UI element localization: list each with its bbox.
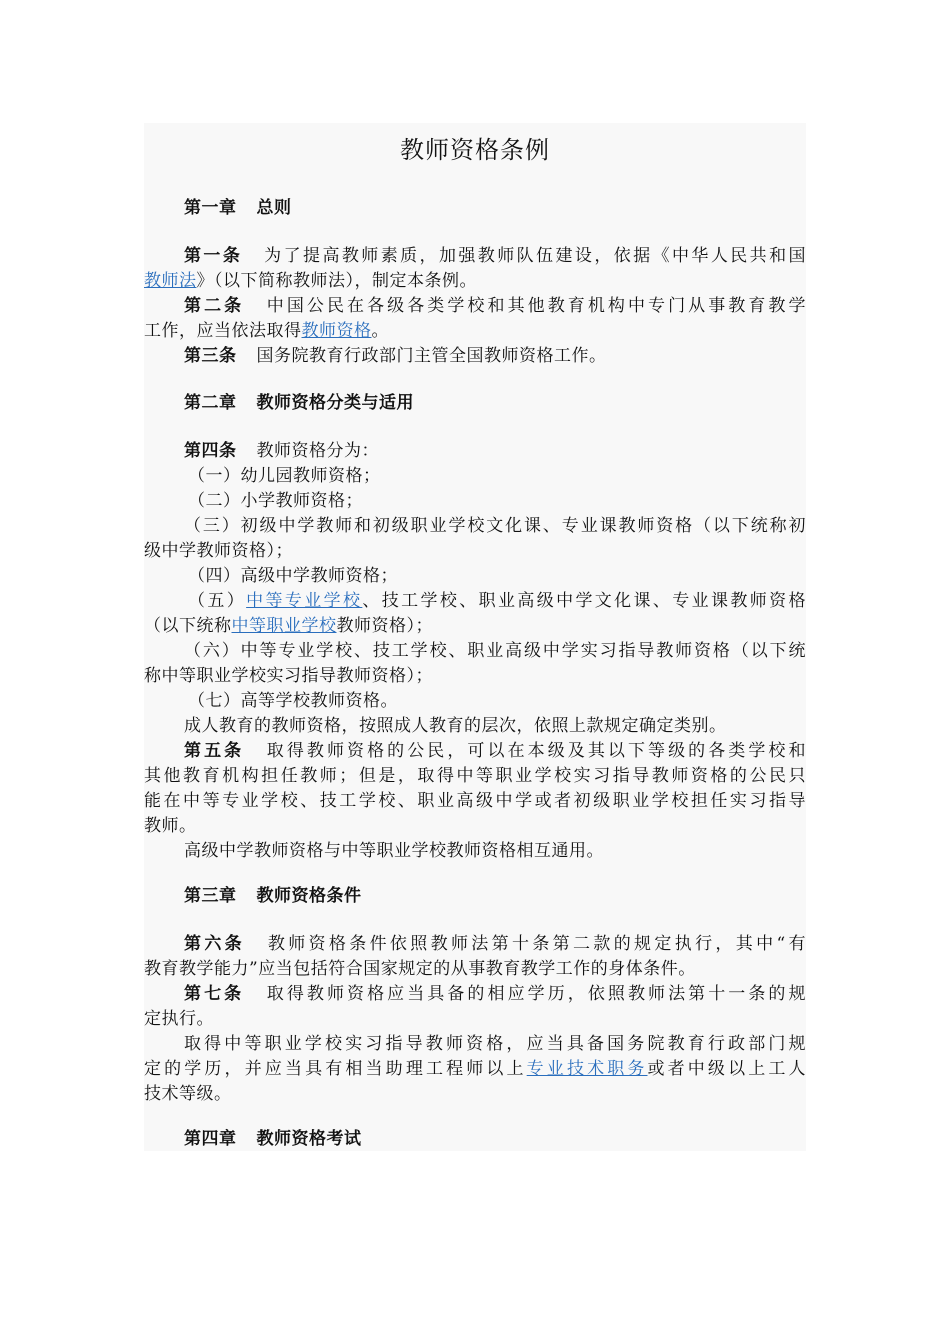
article-4-item-3-line-2: 级中学教师资格）；: [144, 541, 293, 561]
article-text: 。: [371, 321, 389, 341]
article-4-paragraph-2: 成人教育的教师资格，按照成人教育的层次，依照上款规定确定类别。: [184, 716, 727, 736]
article-5-line-2: 其他教育机构担任教师；但是，取得中等职业学校实习指导教师资格的公民只: [144, 766, 806, 786]
article-text: 教师资格）；: [336, 616, 433, 636]
chapter-name: 总则: [256, 198, 292, 218]
link-secondary-vocational-school[interactable]: 中等职业学校: [231, 616, 337, 636]
article-2-line-1: [144, 294, 806, 318]
article-4-line-1: [144, 439, 806, 463]
chapter-name: 教师资格考试: [256, 1129, 362, 1149]
chapter-4-heading: [144, 1127, 806, 1151]
article-7-line-1: [144, 982, 806, 1006]
article-7-paragraph-2-line-2: [144, 1057, 806, 1081]
article-4-item-1: （一）幼儿园教师资格；: [188, 466, 381, 486]
article-label: 第三条: [184, 346, 237, 366]
article-1-line-2: [144, 269, 806, 293]
chapter-1-heading: [144, 196, 806, 220]
article-text: 为了提高教师素质，加强教师队伍建设，依据《中华人民共和国: [262, 246, 806, 266]
link-professional-technical-post[interactable]: 专业技术职务: [526, 1059, 648, 1079]
link-secondary-specialized-school[interactable]: 中等专业学校: [246, 591, 363, 611]
article-2-line-2: [144, 319, 806, 343]
article-text: 教师资格条件依照教师法第十条第二款的规定执行，其中“有: [265, 934, 806, 954]
article-text: （以下统称: [144, 616, 232, 636]
article-3-line-1: [144, 344, 806, 368]
article-text: 国务院教育行政部门主管全国教师资格工作。: [256, 346, 607, 366]
article-4-item-5-line-1: [144, 589, 806, 613]
article-label: 第四条: [184, 441, 237, 461]
article-7-paragraph-2-line-1: 取得中等职业学校实习指导教师资格，应当具备国务院教育行政部门规: [184, 1034, 806, 1054]
article-text: 教师资格分为：: [256, 441, 379, 461]
chapter-number: 第四章: [184, 1129, 237, 1149]
article-4-item-7: （七）高等学校教师资格。: [188, 691, 398, 711]
chapter-3-heading: [144, 884, 806, 908]
article-5-line-4: 教师。: [144, 816, 197, 836]
article-5-line-3: 能在中等专业学校、技工学校、职业高级中学或者初级职业学校担任实习指导: [144, 791, 806, 811]
article-text: 工作，应当依法取得: [144, 321, 302, 341]
link-teachers-law[interactable]: 教师法: [144, 271, 197, 291]
article-5-line-1: [144, 739, 806, 763]
article-text: 定的学历，并应当具有相当助理工程师以上: [144, 1059, 527, 1079]
chapter-2-heading: [144, 391, 806, 415]
article-4-item-2: （二）小学教师资格；: [188, 491, 363, 511]
article-text: 取得教师资格应当具备的相应学历，依照教师法第十一条的规: [264, 984, 806, 1004]
chapter-number: 第二章: [184, 393, 237, 413]
chapter-number: 第三章: [184, 886, 237, 906]
article-4-item-6-line-2: 称中等职业学校实习指导教师资格）；: [144, 666, 433, 686]
article-text: 取得教师资格的公民，可以在本级及其以下等级的各类学校和: [264, 741, 806, 761]
article-label: 第六条: [184, 934, 246, 954]
link-teacher-qualification[interactable]: 教师资格: [301, 321, 372, 341]
article-label: 第二条: [184, 296, 245, 316]
article-4-item-5-line-2: [144, 614, 806, 638]
article-1-line-1: [144, 244, 806, 268]
chapter-number: 第一章: [184, 198, 237, 218]
document-title: 教师资格条例: [400, 136, 550, 164]
article-4-item-3-line-1: （三）初级中学教师和初级职业学校文化课、专业课教师资格（以下统称初: [184, 516, 806, 536]
article-text: 或者中级以上工人: [647, 1059, 806, 1079]
article-5-paragraph-2: 高级中学教师资格与中等职业学校教师资格相互通用。: [184, 841, 604, 861]
article-6-line-1: [144, 932, 806, 956]
article-label: 第七条: [184, 984, 245, 1004]
article-label: 第一条: [184, 246, 243, 266]
article-4-item-4: （四）高级中学教师资格；: [188, 566, 398, 586]
article-text: 、技工学校、职业高级中学文化课、专业课教师资格: [362, 591, 806, 611]
chapter-name: 教师资格条件: [256, 886, 362, 906]
article-4-item-6-line-1: （六）中等专业学校、技工学校、职业高级中学实习指导教师资格（以下统: [184, 641, 806, 661]
chapter-name: 教师资格分类与适用: [256, 393, 414, 413]
article-7-paragraph-2-line-3: 技术等级。: [144, 1084, 232, 1104]
document-page: [144, 123, 806, 1151]
article-text: （五）: [188, 591, 247, 611]
article-text: 》（以下简称教师法），制定本条例。: [196, 271, 477, 291]
article-6-line-2: 教育教学能力”应当包括符合国家规定的从事教育教学工作的身体条件。: [144, 959, 696, 979]
article-label: 第五条: [184, 741, 245, 761]
article-text: 中国公民在各级各类学校和其他教育机构中专门从事教育教学: [264, 296, 806, 316]
article-7-line-2: 定执行。: [144, 1009, 214, 1029]
